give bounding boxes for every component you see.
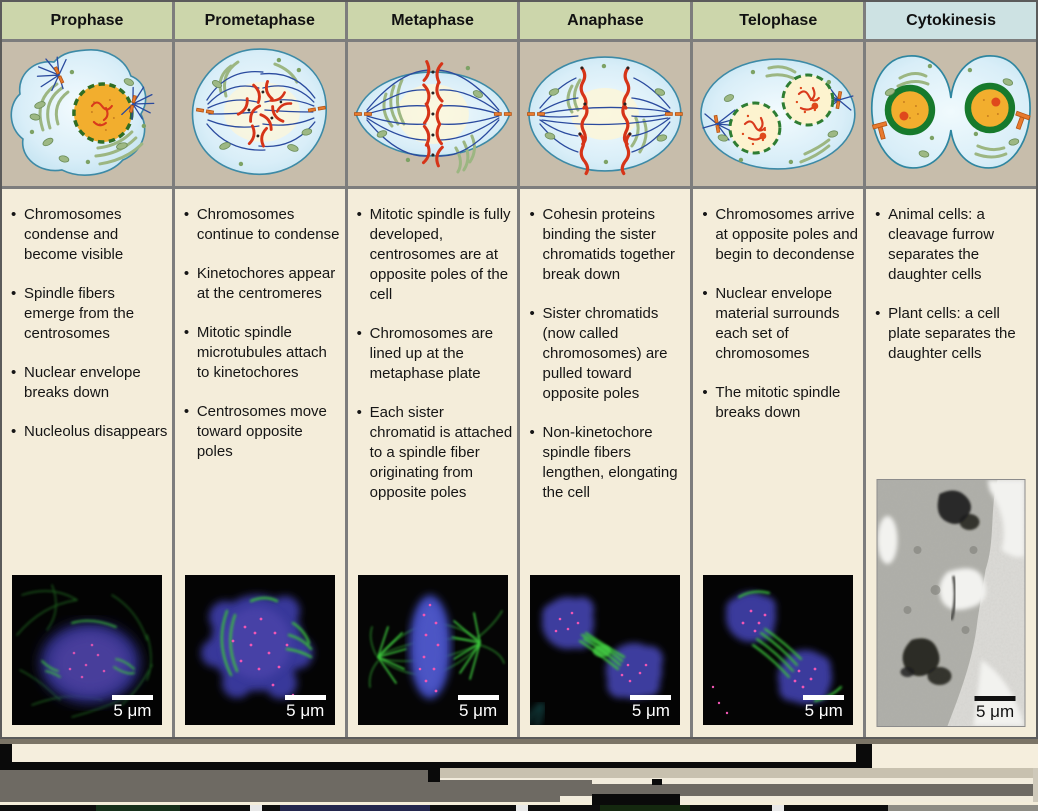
- bullet-list-prometaphase: [175, 189, 345, 462]
- bullet-item: • Nuclear envelope breaks down: [11, 363, 168, 403]
- column-header-prophase: Prophase: [2, 2, 172, 39]
- bullet-list-telophase: [693, 189, 863, 423]
- scale-bar: 5 μm: [112, 695, 153, 720]
- scale-bar: 5 μm: [458, 695, 499, 720]
- bullet-item: • Non-kinetochore spindle fibers lengthen, elongating the cell: [529, 423, 686, 503]
- bullet-item: • Chromosomes condense and become visible: [11, 205, 168, 265]
- column-header-metaphase: Metaphase: [348, 2, 518, 39]
- bullet-item: • Cohesin proteins binding the sister chromatids together break down: [529, 205, 686, 285]
- bullet-item: • Plant cells: a cell plate separates the daughter cells: [875, 304, 1032, 364]
- bullet-item: • The mitotic spindle breaks down: [702, 383, 859, 423]
- bullet-item: • Kinetochores appear at the centromeres: [184, 264, 341, 304]
- bullet-item: • Nucleolus disappears: [11, 422, 168, 442]
- anaphase-cell-illustration: [520, 42, 690, 186]
- telophase-cell-illustration: [693, 42, 863, 186]
- anaphase-micrograph: [530, 575, 680, 725]
- corrupted-render-artifacts: [0, 739, 1038, 811]
- scale-bar: 5 μm: [630, 695, 671, 720]
- column-header-prometaphase: Prometaphase: [175, 2, 345, 39]
- scale-bar: 5 μm: [975, 696, 1016, 721]
- scale-bar: 5 μm: [803, 695, 844, 720]
- bullet-item: • Centrosomes move toward opposite poles: [184, 402, 341, 462]
- telophase-micrograph: [703, 575, 853, 725]
- bullet-item: • Chromosomes continue to condense: [184, 205, 341, 245]
- bullet-item: • Chromosomes arrive at opposite poles and begin to decondense: [702, 205, 859, 265]
- bullet-item: • Spindle fibers emerge from the centrosomes: [11, 284, 168, 344]
- bullet-list-prophase: [2, 189, 172, 442]
- bullet-item: • Nuclear envelope material surrounds each set of chromosomes: [702, 284, 859, 364]
- cytokinesis-tem-micrograph: [877, 479, 1026, 727]
- bullet-item: • Animal cells: a cleavage furrow separates the daughter cells: [875, 205, 1032, 285]
- prometaphase-micrograph: [185, 575, 335, 725]
- bullet-list-cytokinesis: [866, 189, 1036, 364]
- metaphase-micrograph: [358, 575, 508, 725]
- bullet-list-anaphase: [520, 189, 690, 503]
- column-header-cytokinesis: Cytokinesis: [866, 2, 1036, 39]
- cytokinesis-cell-illustration: [866, 42, 1036, 186]
- prophase-cell-illustration: [2, 42, 172, 186]
- bullet-item: • Sister chromatids (now called chromosomes) are pulled toward opposite poles: [529, 304, 686, 404]
- bullet-list-metaphase: [348, 189, 518, 503]
- bullet-item: • Chromosomes are lined up at the metaphase plate: [357, 324, 514, 384]
- bullet-item: • Each sister chromatid is attached to a spindle fiber originating from opposite poles: [357, 403, 514, 503]
- metaphase-cell-illustration: [348, 42, 518, 186]
- scale-bar: 5 μm: [285, 695, 326, 720]
- prometaphase-cell-illustration: [175, 42, 345, 186]
- bullet-item: • Mitotic spindle microtubules attach to kinetochores: [184, 323, 341, 383]
- bullet-item: • Mitotic spindle is fully developed, centrosomes are at opposite poles of the cell: [357, 205, 514, 305]
- prophase-micrograph: [12, 575, 162, 725]
- column-header-anaphase: Anaphase: [520, 2, 690, 39]
- column-header-telophase: Telophase: [693, 2, 863, 39]
